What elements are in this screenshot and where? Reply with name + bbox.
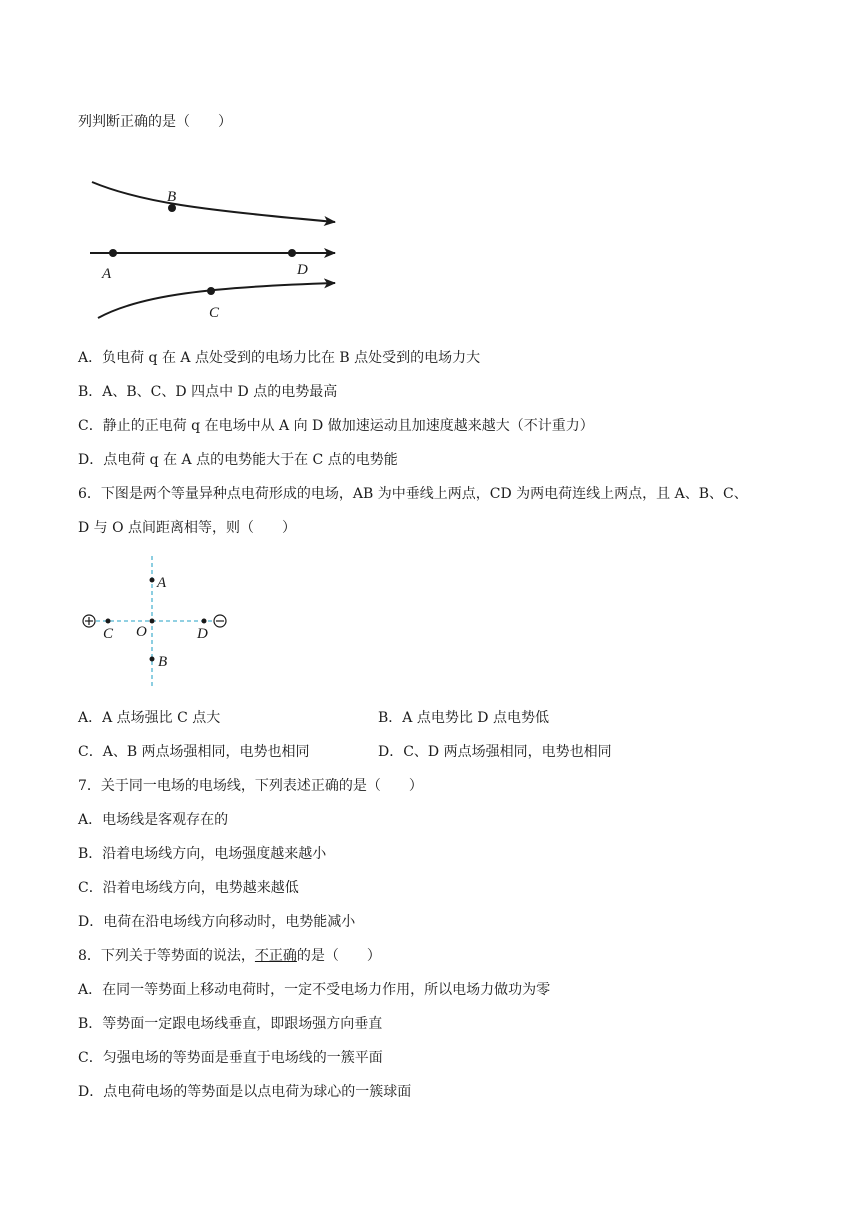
q6-option-d: D．C、D 两点场强相同，电势也相同 (378, 744, 612, 760)
question-stem-continuation: 列判断正确的是（ ） (78, 114, 232, 130)
point-c (207, 287, 215, 295)
point-c (106, 619, 111, 624)
label-d: D (197, 626, 208, 642)
point-b (150, 657, 155, 662)
negative-charge-icon (214, 615, 226, 627)
q8-option-d: D．点电荷电场的等势面是以点电荷为球心的一簇球面 (78, 1084, 412, 1100)
q8-option-b: B．等势面一定跟电场线垂直，即跟场强方向垂直 (78, 1016, 383, 1032)
q7-option-a: A．电场线是客观存在的 (78, 812, 229, 828)
q6-option-c: C．A、B 两点场强相同，电势也相同 (78, 744, 310, 760)
q8-stem-underlined: 不正确 (254, 948, 297, 964)
q5-option-d: D．点电荷 q 在 A 点的电势能大于在 C 点的电势能 (78, 452, 398, 468)
q8-stem-after: 的是（ ） (296, 948, 381, 964)
q8-option-c: C．匀强电场的等势面是垂直于电场线的一簇平面 (78, 1050, 383, 1066)
q8-stem-before: 8．下列关于等势面的说法， (78, 948, 255, 964)
q6-option-a: A．A 点场强比 C 点大 (78, 710, 221, 726)
point-o (150, 619, 155, 624)
label-c: C (209, 305, 220, 321)
point-a (109, 249, 117, 257)
q6-option-b: B．A 点电势比 D 点电势低 (378, 710, 549, 726)
q8-option-a: A．在同一等势面上移动电荷时，一定不受电场力作用，所以电场力做功为零 (78, 982, 551, 998)
label-b: B (158, 654, 168, 670)
field-lines-figure (80, 170, 350, 330)
point-d (202, 619, 207, 624)
label-b: B (167, 189, 177, 205)
label-a: A (102, 266, 112, 282)
label-d: D (297, 262, 308, 278)
q5-option-b: B．A、B、C、D 四点中 D 点的电势最高 (78, 384, 338, 400)
upper-field-line (92, 182, 335, 222)
label-o: O (136, 624, 147, 640)
point-d (288, 249, 296, 257)
q7-stem: 7．关于同一电场的电场线，下列表述正确的是（ ） (78, 778, 423, 794)
q5-option-a: A．负电荷 q 在 A 点处受到的电场力比在 B 点处受到的电场力大 (78, 350, 481, 366)
q5-option-c: C．静止的正电荷 q 在电场中从 A 向 D 做加速运动且加速度越来越大（不计重力） (78, 418, 594, 434)
q8-stem (78, 946, 381, 966)
q6-stem-line1: 6．下图是两个等量异种点电荷形成的电场，AB 为中垂线上两点，CD 为两电荷连线上两点，且 A、B、C、 (78, 486, 748, 502)
point-b (168, 204, 176, 212)
label-c: C (103, 626, 114, 642)
q7-option-d: D．电荷在沿电场线方向移动时，电势能减小 (78, 914, 356, 930)
q6-stem-line2: D 与 O 点间距离相等，则（ ） (78, 520, 297, 536)
point-a (150, 578, 155, 583)
label-a: A (157, 575, 167, 591)
positive-charge-icon (83, 615, 95, 627)
q7-option-c: C．沿着电场线方向，电势越来越低 (78, 880, 299, 896)
q7-option-b: B．沿着电场线方向，电场强度越来越小 (78, 846, 327, 862)
dipole-figure (78, 552, 238, 692)
